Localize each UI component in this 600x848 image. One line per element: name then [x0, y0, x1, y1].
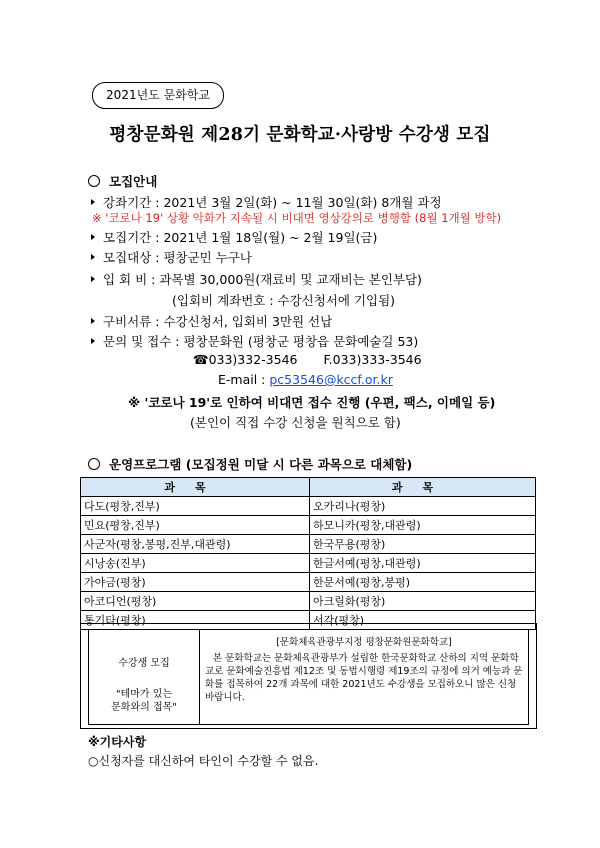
- year-badge: 2021년도 문화학교: [92, 82, 224, 109]
- course-cell: 아크릴화(평창): [310, 592, 536, 611]
- course-cell: 아코디언(평창): [81, 592, 310, 611]
- email-label: E-mail :: [218, 372, 266, 387]
- course-cell: 시낭송(진부): [81, 554, 310, 573]
- email-row: [218, 372, 393, 387]
- contact-row: [91, 332, 418, 350]
- phone: ☎033)332-3546: [193, 352, 298, 367]
- table-row: [81, 573, 536, 592]
- triangle-bullet-icon: [91, 276, 95, 282]
- email-link[interactable]: pc53546@kccf.or.kr: [269, 372, 393, 387]
- covid-contactless: ※ '코로나 19'로 인하여 비대면 접수 진행 (우편, 팩스, 이메일 등): [128, 395, 496, 410]
- table-row: [81, 535, 536, 554]
- course-cell: 서각(평창): [310, 611, 536, 630]
- table-row: [81, 516, 536, 535]
- fee-sub: (입회비 계좌번호 : 수강신청서에 기입됨): [172, 293, 396, 308]
- etc-title: ※기타사항: [88, 735, 147, 749]
- course-cell: 한문서예(평창,봉평): [310, 573, 536, 592]
- course-cell: 오카리나(평창): [310, 497, 536, 516]
- page-title: 평창문화원 제28기 문화학교·사랑방 수강생 모집: [109, 125, 491, 145]
- triangle-bullet-icon: [91, 234, 95, 240]
- recruit-period-row: [91, 228, 377, 246]
- covid-sub: (본인이 직접 수강 신청을 원칙으로 함): [190, 415, 401, 430]
- table-header-row: [81, 478, 536, 497]
- circle-bullet-icon: [88, 458, 100, 470]
- course-cell: 사군자(평창,봉평,진부,대관령): [81, 535, 310, 554]
- program-heading-row: [88, 455, 412, 473]
- program-table: [80, 477, 536, 630]
- contact: 문의 및 접수 : 평창문화원 (평창군 평창읍 문화예술길 53): [103, 334, 419, 349]
- course-cell: 통기타(평창): [81, 611, 310, 630]
- info-right-body: 본 문화학교는 문화체육관광부가 설립한 한국문화학교 산하의 지역 문화학교로 문화예술진흥법 제12조 및 동법시행령 제19조의 규정에 의거 예능과 문화를 접목하여 22개 과목에 대한 2021년도 수강생을 모집하오니 많은 신청바랍니다.: [205, 653, 523, 703]
- course-cell: 한글서예(평창,대관령): [310, 554, 536, 573]
- notice-heading: 모집안내: [109, 174, 158, 189]
- documents-row: [91, 312, 332, 330]
- course-cell: 가야금(평창): [81, 573, 310, 592]
- table-row: [81, 497, 536, 516]
- phone-fax-row: [193, 352, 422, 367]
- circle-bullet-icon: [88, 175, 100, 187]
- documents: 구비서류 : 수강신청서, 입회비 3만원 선납: [103, 314, 333, 329]
- triangle-bullet-icon: [91, 338, 95, 344]
- course-period: 강좌기간 : 2021년 3월 2일(화) ~ 11월 30일(화) 8개월 과정: [103, 195, 442, 210]
- column-header: 과목: [310, 478, 536, 497]
- triangle-bullet-icon: [91, 318, 95, 324]
- info-box-left: [89, 630, 200, 724]
- fax: F.033)333-3546: [323, 352, 422, 367]
- info-box: [88, 629, 529, 725]
- program-heading: 운영프로그램 (모집정원 미달 시 다른 과목으로 대체함): [109, 457, 413, 472]
- notice-heading-row: [88, 172, 157, 190]
- triangle-bullet-icon: [91, 199, 95, 205]
- etc-line: ○신청자를 대신하여 타인이 수강할 수 없음.: [88, 754, 319, 768]
- table-row: [81, 592, 536, 611]
- target-row: [91, 248, 252, 266]
- triangle-bullet-icon: [91, 254, 95, 260]
- covid-note: ※ '코로나 19' 상황 악화가 지속될 시 비대면 영상강의로 병행함 (8월 1개월 방학): [92, 211, 502, 225]
- info-left-title: 수강생 모집: [118, 658, 170, 669]
- course-cell: 민요(평창,진부): [81, 516, 310, 535]
- info-box-right: [205, 636, 523, 704]
- course-cell: 한국무용(평창): [310, 535, 536, 554]
- info-right-head: [문화체육관광부지정 평창문화원문화학교]: [276, 637, 452, 648]
- course-period-row: [91, 193, 442, 211]
- table-row: [81, 554, 536, 573]
- recruit-period: 모집기간 : 2021년 1월 18일(월) ~ 2월 19일(금): [103, 230, 378, 245]
- fee: 입 회 비 : 과목별 30,000원(재료비 및 교재비는 본인부담): [103, 272, 422, 287]
- info-left-line2: 문화와의 접목": [111, 702, 177, 713]
- target: 모집대상 : 평창군민 누구나: [103, 250, 252, 265]
- course-cell: 다도(평창,진부): [81, 497, 310, 516]
- course-cell: 하모니카(평창,대관령): [310, 516, 536, 535]
- column-header: 과목: [81, 478, 310, 497]
- info-left-line1: "테마가 있는: [115, 689, 173, 700]
- fee-row: [91, 270, 422, 288]
